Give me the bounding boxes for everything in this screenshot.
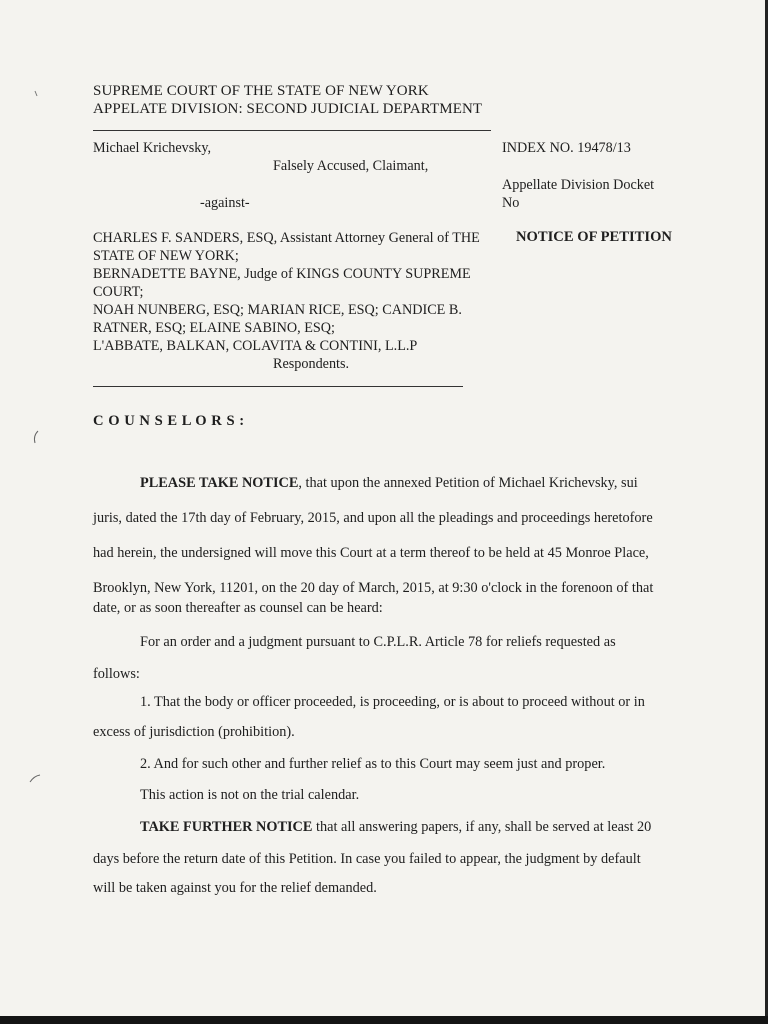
counselors-heading: C O U N S E L O R S : [93,413,245,429]
take-further-notice: TAKE FURTHER NOTICE [140,819,313,835]
paragraph-line: follows: [93,666,140,682]
respondent-line: BERNADETTE BAYNE, Judge of KINGS COUNTY SUPREME [93,266,471,282]
paragraph-line: Brooklyn, New York, 11201, on the 20 day of March, 2015, at 9:30 o'clock in the forenoon of that [93,580,654,596]
paragraph-line: TAKE FURTHER NOTICE that all answering papers, if any, shall be served at least 20 [140,819,652,835]
caption-bottom-rule [93,386,463,387]
respondent-line: L'ABBATE, BALKAN, COLAVITA & CONTINI, L.L.P [93,338,418,354]
paragraph-line: PLEASE TAKE NOTICE, that upon the annexed Petition of Michael Krichevsky, sui [140,475,638,491]
respondents-label: Respondents. [273,356,350,372]
respondent-line: CHARLES F. SANDERS, ESQ, Assistant Attorney General of THE [93,230,480,246]
respondent-line: COURT; [93,284,144,300]
docket-label: Appellate Division Docket [502,177,655,193]
paragraph-line: For an order and a judgment pursuant to C.P.L.R. Article 78 for reliefs requested as [140,634,616,650]
page-bottom-edge [0,1016,768,1024]
paragraph-line: had herein, the undersigned will move this Court at a term thereof to be held at 45 Monroe Place, [93,545,649,561]
claimant-role: Falsely Accused, Claimant, [273,158,429,174]
scan-speck-mark [28,774,42,784]
court-division: APPELATE DIVISION: SECOND JUDICIAL DEPARTMENT [93,101,483,117]
respondent-line: STATE OF NEW YORK; [93,248,239,264]
relief-item-2: 2. And for such other and further relief as to this Court may seem just and proper. [140,756,606,772]
docket-number: No [502,195,520,211]
paragraph-line: days before the return date of this Petition. In case you failed to appear, the judgment by default [93,851,641,867]
trial-calendar-note: This action is not on the trial calendar. [140,787,360,803]
document-title: NOTICE OF PETITION [516,229,672,245]
please-take-notice: PLEASE TAKE NOTICE [140,475,299,491]
paragraph-line: date, or as soon thereafter as counsel can be heard: [93,600,383,616]
claimant-name: Michael Krichevsky, [93,140,212,156]
paragraph-line: will be taken against you for the relief demanded. [93,880,377,896]
against-label: -against- [200,195,250,211]
paragraph-line: juris, dated the 17th day of February, 2015, and upon all the pleadings and proceedings heretofore [93,510,653,526]
caption-top-rule [93,130,491,131]
court-name: SUPREME COURT OF THE STATE OF NEW YORK [93,83,429,99]
scan-speck-mark [30,430,42,444]
respondent-line: NOAH NUNBERG, ESQ; MARIAN RICE, ESQ; CANDICE B. [93,302,462,318]
respondent-line: RATNER, ESQ; ELAINE SABINO, ESQ; [93,320,335,336]
scan-speck-mark [33,90,39,98]
relief-item-1-cont: excess of jurisdiction (prohibition). [93,724,295,740]
relief-item-1: 1. That the body or officer proceeded, is proceeding, or is about to proceed without or in [140,694,645,710]
index-number: INDEX NO. 19478/13 [502,140,631,156]
